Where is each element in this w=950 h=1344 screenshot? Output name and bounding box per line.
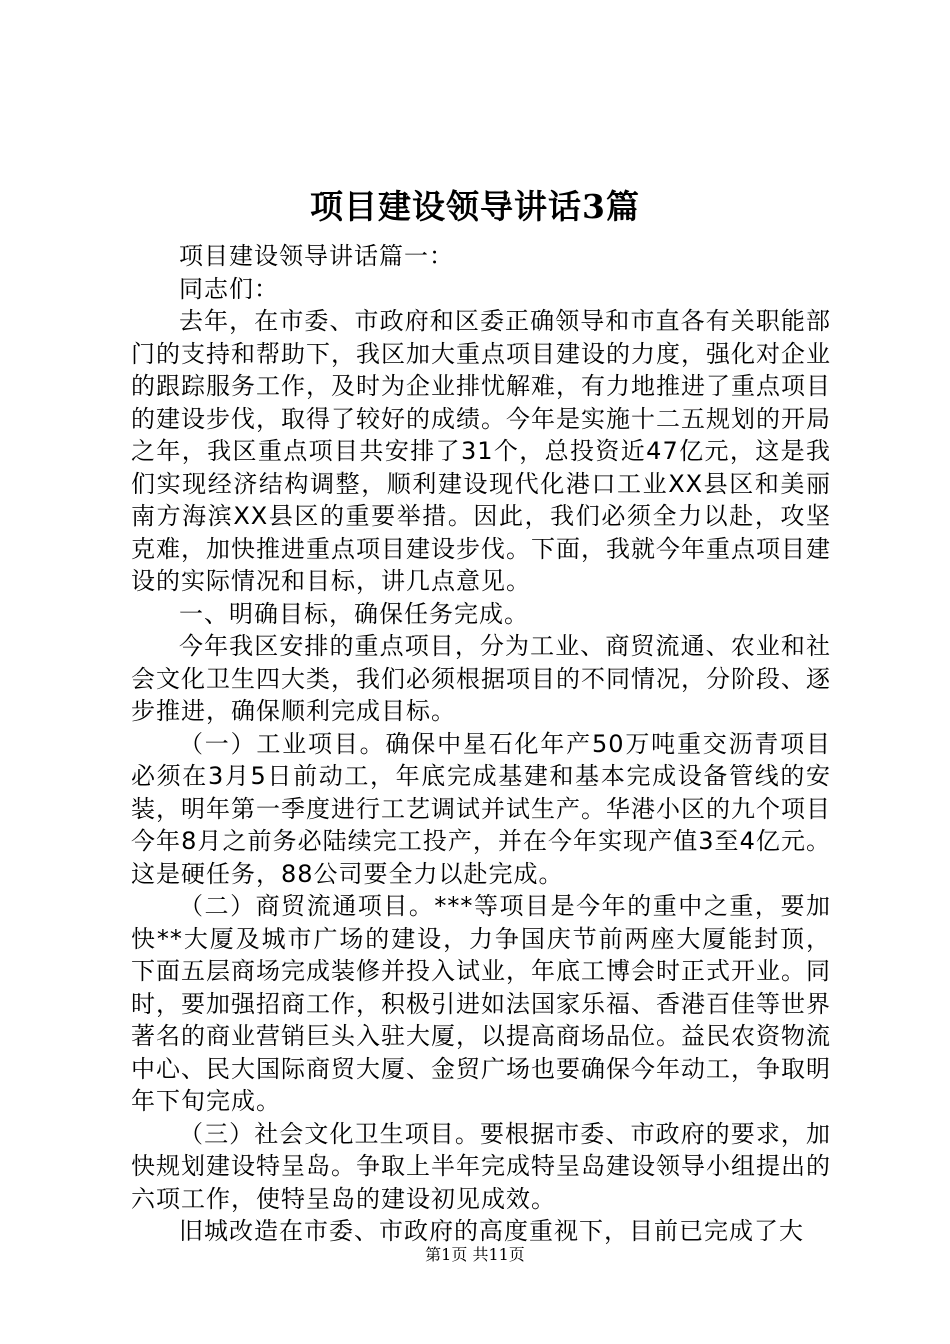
paragraph-intro: 去年，在市委、市政府和区委正确领导和市直各有关职能部门的支持和帮助下，我区加大重点项目建设的力度，强化对企业的跟踪服务工作，及时为企业排忧解难，有力地推进了重点项目的建设步伐，取得了较好的成绩。今年是实施十二五规划的开局之年，我区重点项目共安排了31个，总投资近47亿元，这是我们实现经济结构调整，顺利建设现代化港口工业XX县区和美丽南方海滨XX县区的重要举措。因此，我们必须全力以赴，攻坚克难，加快推进重点项目建设步伐。下面，我就今年重点项目建设的实际情况和目标，讲几点意见。 (131, 307, 831, 595)
page-number-footer: 第1页 共11页 (425, 1245, 525, 1264)
paragraph-salutation: 同志们： (179, 274, 279, 303)
paragraph-overview: 今年我区安排的重点项目，分为工业、商贸流通、农业和社会文化卫生四大类，我们必须根据项目的不同情况，分阶段、逐步推进，确保顺利完成目标。 (131, 632, 831, 725)
paragraph-commerce: （二）商贸流通项目。***等项目是今年的重中之重，要加快**大厦及城市广场的建设，力争国庆节前两座大厦能封顶，下面五层商场完成装修并投入试业，年底工博会时正式开业。同时，要加强招商工作，积极引进如法国家乐福、香港百佳等世界著名的商业营销巨头入驻大厦，以提高商场品位。益民农资物流中心、民大国际商贸大厦、金贸广场也要确保今年动工，争取明年下旬完成。 (131, 892, 831, 1115)
document-body (131, 240, 831, 1248)
paragraph-heading-1: 一、明确目标，确保任务完成。 (179, 599, 529, 628)
paragraph-culture: （三）社会文化卫生项目。要根据市委、市政府的要求，加快规划建设特呈岛。争取上半年完成特呈岛建设领导小组提出的六项工作，使特呈岛的建设初见成效。 (131, 1119, 831, 1213)
paragraph-old-town: 旧城改造在市委、市政府的高度重视下，目前已完成了大 (179, 1217, 804, 1245)
document-title: 项目建设领导讲话3篇 (310, 187, 640, 226)
paragraph-industrial: （一）工业项目。确保中星石化年产50万吨重交沥青项目必须在3月5日前动工，年底完成基建和基本完成设备管线的安装，明年第一季度进行工艺调试并试生产。华港小区的九个项目今年8月之前务必陆续完工投产，并在今年实现产值3至4亿元。这是硬任务，88公司要全力以赴完成。 (131, 729, 831, 888)
paragraph-section-heading: 项目建设领导讲话篇一： (179, 242, 454, 270)
